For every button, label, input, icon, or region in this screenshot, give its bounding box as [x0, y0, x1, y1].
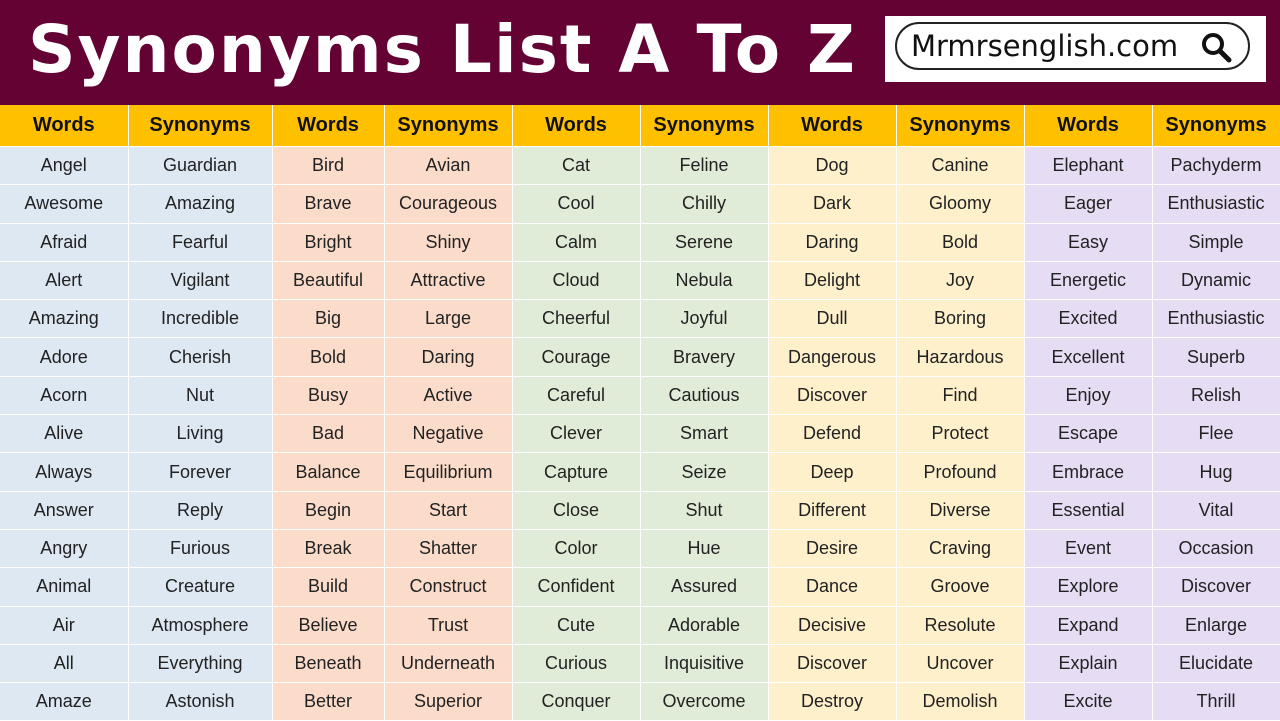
- word-cell: Escape: [1024, 415, 1152, 453]
- site-search-pill[interactable]: [895, 22, 1250, 70]
- word-cell: Expand: [1024, 606, 1152, 644]
- synonym-cell: Vital: [1152, 491, 1280, 529]
- word-cell: Discover: [768, 644, 896, 682]
- column-header-words: Words: [0, 105, 128, 147]
- synonym-cell: Diverse: [896, 491, 1024, 529]
- synonym-cell: Underneath: [384, 644, 512, 682]
- column-header-words: Words: [512, 105, 640, 147]
- synonym-cell: Incredible: [128, 300, 272, 338]
- word-cell: Embrace: [1024, 453, 1152, 491]
- synonym-cell: Atmosphere: [128, 606, 272, 644]
- word-cell: Essential: [1024, 491, 1152, 529]
- synonym-cell: Shut: [640, 491, 768, 529]
- column-header-synonyms: Synonyms: [896, 105, 1024, 147]
- synonym-cell: Start: [384, 491, 512, 529]
- table-row: [0, 606, 1280, 644]
- synonym-cell: Bold: [896, 223, 1024, 261]
- synonyms-table: [0, 105, 1280, 721]
- word-cell: Confident: [512, 568, 640, 606]
- word-cell: Explore: [1024, 568, 1152, 606]
- synonym-cell: Demolish: [896, 683, 1024, 721]
- synonym-cell: Guardian: [128, 147, 272, 185]
- table-row: [0, 147, 1280, 185]
- synonym-cell: Simple: [1152, 223, 1280, 261]
- word-cell: Afraid: [0, 223, 128, 261]
- synonym-cell: Nebula: [640, 261, 768, 299]
- synonym-cell: Construct: [384, 568, 512, 606]
- synonym-cell: Seize: [640, 453, 768, 491]
- synonym-cell: Cautious: [640, 376, 768, 414]
- word-cell: Alert: [0, 261, 128, 299]
- synonym-cell: Feline: [640, 147, 768, 185]
- word-cell: Excited: [1024, 300, 1152, 338]
- table-row: [0, 185, 1280, 223]
- synonym-cell: Fearful: [128, 223, 272, 261]
- site-logo[interactable]: [885, 16, 1266, 82]
- synonym-cell: Assured: [640, 568, 768, 606]
- synonym-cell: Enlarge: [1152, 606, 1280, 644]
- synonym-cell: Astonish: [128, 683, 272, 721]
- synonym-cell: Nut: [128, 376, 272, 414]
- word-cell: Color: [512, 529, 640, 567]
- word-cell: Balance: [272, 453, 384, 491]
- synonym-cell: Uncover: [896, 644, 1024, 682]
- synonym-cell: Living: [128, 415, 272, 453]
- synonym-cell: Serene: [640, 223, 768, 261]
- word-cell: Elephant: [1024, 147, 1152, 185]
- column-header-words: Words: [1024, 105, 1152, 147]
- word-cell: Calm: [512, 223, 640, 261]
- synonym-cell: Vigilant: [128, 261, 272, 299]
- word-cell: Easy: [1024, 223, 1152, 261]
- synonym-cell: Trust: [384, 606, 512, 644]
- page-title: Synonyms List A To Z: [28, 11, 857, 88]
- word-cell: Capture: [512, 453, 640, 491]
- synonym-cell: Enthusiastic: [1152, 185, 1280, 223]
- word-cell: Energetic: [1024, 261, 1152, 299]
- column-header-words: Words: [768, 105, 896, 147]
- synonym-cell: Resolute: [896, 606, 1024, 644]
- synonym-cell: Chilly: [640, 185, 768, 223]
- word-cell: Courage: [512, 338, 640, 376]
- word-cell: Angel: [0, 147, 128, 185]
- word-cell: Acorn: [0, 376, 128, 414]
- word-cell: Defend: [768, 415, 896, 453]
- synonym-cell: Courageous: [384, 185, 512, 223]
- synonym-cell: Overcome: [640, 683, 768, 721]
- synonym-cell: Groove: [896, 568, 1024, 606]
- table-header-row: [0, 105, 1280, 147]
- word-cell: Dull: [768, 300, 896, 338]
- synonym-cell: Creature: [128, 568, 272, 606]
- word-cell: Better: [272, 683, 384, 721]
- synonym-cell: Craving: [896, 529, 1024, 567]
- word-cell: Dog: [768, 147, 896, 185]
- word-cell: Careful: [512, 376, 640, 414]
- synonym-cell: Superior: [384, 683, 512, 721]
- search-icon: [1200, 31, 1232, 63]
- word-cell: Discover: [768, 376, 896, 414]
- word-cell: Dark: [768, 185, 896, 223]
- synonym-cell: Reply: [128, 491, 272, 529]
- synonym-cell: Enthusiastic: [1152, 300, 1280, 338]
- synonym-cell: Relish: [1152, 376, 1280, 414]
- word-cell: Daring: [768, 223, 896, 261]
- word-cell: Cool: [512, 185, 640, 223]
- synonym-cell: Bravery: [640, 338, 768, 376]
- word-cell: Break: [272, 529, 384, 567]
- synonym-cell: Shatter: [384, 529, 512, 567]
- word-cell: Decisive: [768, 606, 896, 644]
- word-cell: Alive: [0, 415, 128, 453]
- synonym-cell: Amazing: [128, 185, 272, 223]
- synonym-cell: Adorable: [640, 606, 768, 644]
- synonym-cell: Everything: [128, 644, 272, 682]
- table-row: [0, 415, 1280, 453]
- word-cell: Believe: [272, 606, 384, 644]
- synonym-cell: Furious: [128, 529, 272, 567]
- synonym-cell: Negative: [384, 415, 512, 453]
- synonym-cell: Flee: [1152, 415, 1280, 453]
- word-cell: Begin: [272, 491, 384, 529]
- word-cell: Close: [512, 491, 640, 529]
- word-cell: Brave: [272, 185, 384, 223]
- word-cell: Cat: [512, 147, 640, 185]
- table-row: [0, 491, 1280, 529]
- synonym-cell: Avian: [384, 147, 512, 185]
- table-row: [0, 568, 1280, 606]
- table-row: [0, 683, 1280, 721]
- synonym-cell: Thrill: [1152, 683, 1280, 721]
- synonym-cell: Cherish: [128, 338, 272, 376]
- word-cell: Cloud: [512, 261, 640, 299]
- synonym-cell: Shiny: [384, 223, 512, 261]
- word-cell: Curious: [512, 644, 640, 682]
- word-cell: Destroy: [768, 683, 896, 721]
- word-cell: Awesome: [0, 185, 128, 223]
- synonym-cell: Profound: [896, 453, 1024, 491]
- table-row: [0, 338, 1280, 376]
- word-cell: Bright: [272, 223, 384, 261]
- word-cell: Bold: [272, 338, 384, 376]
- word-cell: Animal: [0, 568, 128, 606]
- word-cell: Always: [0, 453, 128, 491]
- word-cell: Delight: [768, 261, 896, 299]
- synonym-cell: Hazardous: [896, 338, 1024, 376]
- word-cell: Beneath: [272, 644, 384, 682]
- header-banner: [0, 0, 1280, 105]
- word-cell: Big: [272, 300, 384, 338]
- column-header-synonyms: Synonyms: [384, 105, 512, 147]
- synonym-cell: Occasion: [1152, 529, 1280, 567]
- synonym-cell: Joyful: [640, 300, 768, 338]
- table-row: [0, 376, 1280, 414]
- word-cell: Eager: [1024, 185, 1152, 223]
- synonym-cell: Discover: [1152, 568, 1280, 606]
- word-cell: Bad: [272, 415, 384, 453]
- synonym-cell: Large: [384, 300, 512, 338]
- table-row: [0, 300, 1280, 338]
- synonym-cell: Boring: [896, 300, 1024, 338]
- table-row: [0, 453, 1280, 491]
- synonym-cell: Elucidate: [1152, 644, 1280, 682]
- word-cell: Clever: [512, 415, 640, 453]
- word-cell: Dance: [768, 568, 896, 606]
- site-name: Mrmrsenglish.com: [911, 29, 1179, 63]
- word-cell: Busy: [272, 376, 384, 414]
- word-cell: Enjoy: [1024, 376, 1152, 414]
- synonym-cell: Equilibrium: [384, 453, 512, 491]
- synonym-cell: Superb: [1152, 338, 1280, 376]
- synonym-cell: Protect: [896, 415, 1024, 453]
- word-cell: Beautiful: [272, 261, 384, 299]
- word-cell: Event: [1024, 529, 1152, 567]
- word-cell: Cheerful: [512, 300, 640, 338]
- word-cell: Deep: [768, 453, 896, 491]
- synonym-cell: Hug: [1152, 453, 1280, 491]
- table-row: [0, 529, 1280, 567]
- word-cell: Desire: [768, 529, 896, 567]
- table-row: [0, 223, 1280, 261]
- word-cell: Explain: [1024, 644, 1152, 682]
- synonym-cell: Hue: [640, 529, 768, 567]
- word-cell: Excite: [1024, 683, 1152, 721]
- word-cell: Amazing: [0, 300, 128, 338]
- column-header-synonyms: Synonyms: [128, 105, 272, 147]
- word-cell: Amaze: [0, 683, 128, 721]
- synonym-cell: Canine: [896, 147, 1024, 185]
- word-cell: Adore: [0, 338, 128, 376]
- word-cell: Conquer: [512, 683, 640, 721]
- word-cell: Cute: [512, 606, 640, 644]
- table-row: [0, 644, 1280, 682]
- word-cell: Dangerous: [768, 338, 896, 376]
- column-header-words: Words: [272, 105, 384, 147]
- synonym-cell: Smart: [640, 415, 768, 453]
- word-cell: Excellent: [1024, 338, 1152, 376]
- table-body: [0, 147, 1280, 721]
- synonym-cell: Joy: [896, 261, 1024, 299]
- word-cell: Air: [0, 606, 128, 644]
- synonym-cell: Active: [384, 376, 512, 414]
- synonym-cell: Pachyderm: [1152, 147, 1280, 185]
- word-cell: Answer: [0, 491, 128, 529]
- synonym-cell: Daring: [384, 338, 512, 376]
- synonym-cell: Dynamic: [1152, 261, 1280, 299]
- word-cell: Bird: [272, 147, 384, 185]
- column-header-synonyms: Synonyms: [640, 105, 768, 147]
- synonym-cell: Attractive: [384, 261, 512, 299]
- synonym-cell: Forever: [128, 453, 272, 491]
- word-cell: All: [0, 644, 128, 682]
- word-cell: Build: [272, 568, 384, 606]
- synonym-cell: Inquisitive: [640, 644, 768, 682]
- word-cell: Different: [768, 491, 896, 529]
- word-cell: Angry: [0, 529, 128, 567]
- table-row: [0, 261, 1280, 299]
- synonym-cell: Find: [896, 376, 1024, 414]
- column-header-synonyms: Synonyms: [1152, 105, 1280, 147]
- synonym-cell: Gloomy: [896, 185, 1024, 223]
